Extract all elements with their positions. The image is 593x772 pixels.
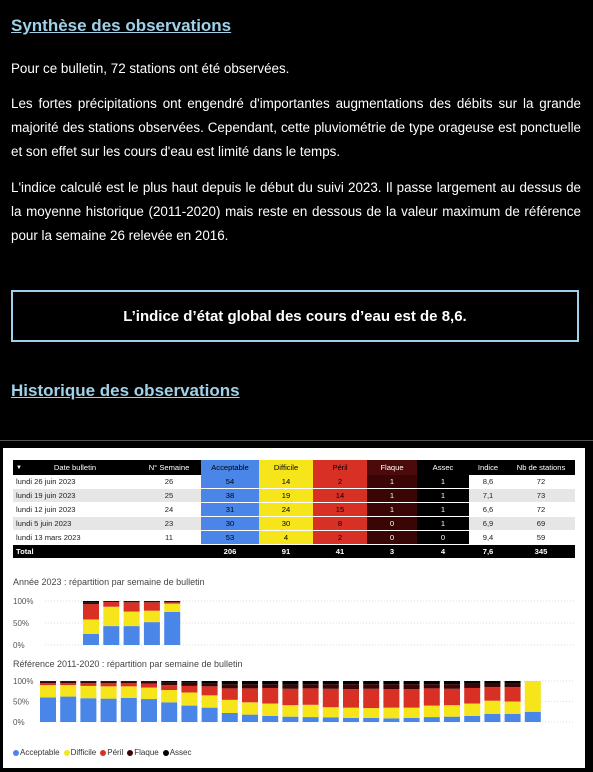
bar-segment-péril[interactable] bbox=[60, 683, 76, 685]
bar-segment-flaque[interactable] bbox=[444, 684, 460, 689]
bar-segment-péril[interactable] bbox=[80, 683, 96, 686]
bar-segment-acceptable[interactable] bbox=[202, 708, 218, 722]
table-cell: 72 bbox=[507, 475, 575, 489]
bar-segment-péril[interactable] bbox=[202, 686, 218, 695]
table-cell: 69 bbox=[507, 517, 575, 531]
bar-segment-péril[interactable] bbox=[181, 686, 197, 693]
table-cell: 0 bbox=[367, 531, 417, 545]
bar-segment-péril[interactable] bbox=[164, 602, 180, 603]
legend-label: Péril bbox=[107, 748, 124, 757]
bar-segment-péril[interactable] bbox=[262, 688, 278, 704]
global-index-callout bbox=[11, 290, 579, 342]
bar-segment-acceptable[interactable] bbox=[262, 716, 278, 722]
table-cell: 1 bbox=[417, 517, 469, 531]
bar-segment-assec[interactable] bbox=[444, 681, 460, 684]
bar-segment-flaque[interactable] bbox=[181, 683, 197, 686]
bar-segment-flaque[interactable] bbox=[323, 684, 339, 689]
bar-segment-assec[interactable] bbox=[60, 681, 76, 682]
bar-segment-flaque[interactable] bbox=[80, 682, 96, 683]
table-cell: 6,9 bbox=[469, 517, 507, 531]
chart-reference-stacked-bars bbox=[3, 672, 585, 742]
bar-segment-péril[interactable] bbox=[141, 683, 157, 687]
bar-segment-acceptable[interactable] bbox=[164, 612, 180, 645]
col-header-week[interactable]: N° Semaine bbox=[137, 460, 201, 475]
table-cell: 30 bbox=[259, 517, 313, 531]
legend-dot-icon bbox=[64, 750, 70, 756]
table-cell: 6,6 bbox=[469, 503, 507, 517]
table-cell: lundi 5 juin 2023 bbox=[13, 517, 137, 531]
table-cell: 0 bbox=[367, 517, 417, 531]
y-tick-label: 0% bbox=[13, 641, 25, 650]
bar-segment-acceptable[interactable] bbox=[505, 714, 521, 722]
bar-segment-flaque[interactable] bbox=[505, 683, 521, 687]
bar-segment-difficile[interactable] bbox=[202, 695, 218, 707]
bar-segment-difficile[interactable] bbox=[505, 702, 521, 714]
table-cell: 19 bbox=[259, 489, 313, 503]
table-cell: 25 bbox=[137, 489, 201, 503]
legend-dot-icon bbox=[127, 750, 133, 756]
table-cell: 26 bbox=[137, 475, 201, 489]
total-cell: 91 bbox=[259, 545, 313, 559]
bar-segment-flaque[interactable] bbox=[363, 684, 379, 689]
table-cell: 2 bbox=[313, 531, 367, 545]
bar-segment-difficile[interactable] bbox=[424, 706, 440, 717]
bar-segment-acceptable[interactable] bbox=[181, 706, 197, 722]
bar-segment-acceptable[interactable] bbox=[464, 716, 480, 722]
table-cell: 8 bbox=[313, 517, 367, 531]
summary-paragraph-1: Pour ce bulletin, 72 stations ont été observées. bbox=[11, 61, 290, 76]
bar-segment-flaque[interactable] bbox=[202, 683, 218, 686]
bar-segment-difficile[interactable] bbox=[121, 686, 137, 697]
table-cell: 73 bbox=[507, 489, 575, 503]
bar-segment-péril[interactable] bbox=[124, 602, 140, 611]
bar-segment-assec[interactable] bbox=[164, 601, 180, 602]
summary-title: Synthèse des observations bbox=[11, 16, 232, 35]
bar-segment-péril[interactable] bbox=[121, 683, 137, 686]
bar-segment-péril[interactable] bbox=[303, 688, 319, 704]
bar-segment-difficile[interactable] bbox=[363, 708, 379, 718]
bar-segment-flaque[interactable] bbox=[222, 684, 238, 688]
bar-segment-assec[interactable] bbox=[363, 681, 379, 684]
table-cell: 9,4 bbox=[469, 531, 507, 545]
bar-segment-assec[interactable] bbox=[181, 681, 197, 683]
bar-segment-assec[interactable] bbox=[80, 681, 96, 682]
bar-segment-assec[interactable] bbox=[161, 681, 177, 683]
y-tick-label: 100% bbox=[13, 597, 34, 606]
table-cell: 1 bbox=[417, 489, 469, 503]
col-header-indice[interactable]: Indice bbox=[469, 460, 507, 475]
bar-segment-assec[interactable] bbox=[242, 681, 258, 684]
col-header-stations[interactable]: Nb de stations bbox=[507, 460, 575, 475]
table-cell: 23 bbox=[137, 517, 201, 531]
bar-segment-acceptable[interactable] bbox=[101, 699, 117, 722]
bar-segment-acceptable[interactable] bbox=[222, 713, 238, 722]
bar-segment-flaque[interactable] bbox=[141, 682, 157, 684]
table-cell: 38 bbox=[201, 489, 259, 503]
bar-segment-flaque[interactable] bbox=[121, 682, 137, 683]
table-cell: 4 bbox=[259, 531, 313, 545]
total-cell: 3 bbox=[367, 545, 417, 559]
bar-segment-difficile[interactable] bbox=[464, 704, 480, 716]
bar-segment-difficile[interactable] bbox=[323, 707, 339, 717]
bar-segment-acceptable[interactable] bbox=[343, 718, 359, 722]
bar-segment-flaque[interactable] bbox=[83, 603, 99, 604]
callout-text: L’indice d’état global des cours d’eau est de 8,6. bbox=[123, 307, 467, 325]
observations-table bbox=[13, 460, 575, 559]
table-header-row bbox=[13, 460, 575, 475]
bar-segment-péril[interactable] bbox=[40, 683, 56, 685]
bar-segment-flaque[interactable] bbox=[303, 684, 319, 688]
chart-legend bbox=[13, 748, 192, 757]
bar-segment-flaque[interactable] bbox=[262, 684, 278, 688]
y-tick-label: 100% bbox=[13, 677, 34, 686]
bar-segment-difficile[interactable] bbox=[343, 708, 359, 718]
legend-label: Difficile bbox=[70, 748, 97, 757]
section-divider bbox=[0, 440, 593, 441]
bar-segment-assec[interactable] bbox=[262, 681, 278, 684]
table-cell: 59 bbox=[507, 531, 575, 545]
bar-segment-péril[interactable] bbox=[383, 689, 399, 707]
table-cell: 14 bbox=[313, 489, 367, 503]
bar-segment-acceptable[interactable] bbox=[484, 714, 500, 722]
bar-segment-acceptable[interactable] bbox=[60, 697, 76, 722]
bar-segment-difficile[interactable] bbox=[83, 619, 99, 634]
bar-segment-assec[interactable] bbox=[323, 681, 339, 684]
bar-segment-péril[interactable] bbox=[424, 688, 440, 705]
bar-segment-acceptable[interactable] bbox=[282, 717, 298, 722]
table-row[interactable] bbox=[13, 489, 575, 503]
bar-segment-acceptable[interactable] bbox=[424, 717, 440, 722]
bar-segment-acceptable[interactable] bbox=[40, 697, 56, 722]
bar-segment-assec[interactable] bbox=[303, 681, 319, 684]
bar-segment-assec[interactable] bbox=[464, 681, 480, 684]
col-header-peril[interactable]: Péril bbox=[313, 460, 367, 475]
bar-segment-flaque[interactable] bbox=[161, 683, 177, 685]
bar-segment-péril[interactable] bbox=[363, 689, 379, 708]
legend-dot-icon bbox=[13, 750, 19, 756]
bar-segment-acceptable[interactable] bbox=[303, 717, 319, 722]
bar-segment-difficile[interactable] bbox=[404, 708, 420, 718]
bar-segment-assec[interactable] bbox=[222, 681, 238, 684]
bar-segment-flaque[interactable] bbox=[343, 684, 359, 689]
table-cell: 15 bbox=[313, 503, 367, 517]
chart-reference-title: Référence 2011-2020 : répartition par semaine de bulletin bbox=[13, 659, 243, 669]
bar-segment-difficile[interactable] bbox=[40, 685, 56, 697]
bar-segment-acceptable[interactable] bbox=[161, 702, 177, 722]
bar-segment-difficile[interactable] bbox=[141, 688, 157, 699]
sort-down-arrow-icon[interactable]: ▼ bbox=[16, 465, 22, 471]
table-cell: 1 bbox=[367, 489, 417, 503]
bar-segment-péril[interactable] bbox=[103, 602, 119, 607]
bar-segment-difficile[interactable] bbox=[101, 686, 117, 698]
col-header-acceptable[interactable]: Acceptable bbox=[201, 460, 259, 475]
table-cell: 14 bbox=[259, 475, 313, 489]
bar-segment-acceptable[interactable] bbox=[404, 718, 420, 722]
y-tick-label: 0% bbox=[13, 718, 25, 727]
table-cell: 24 bbox=[259, 503, 313, 517]
table-cell: 30 bbox=[201, 517, 259, 531]
bar-segment-difficile[interactable] bbox=[303, 705, 319, 717]
bar-segment-assec[interactable] bbox=[101, 681, 117, 682]
chart-2023-title: Année 2023 : répartition par semaine de bulletin bbox=[13, 577, 205, 587]
table-row[interactable] bbox=[13, 517, 575, 531]
bar-segment-acceptable[interactable] bbox=[383, 718, 399, 722]
bar-segment-difficile[interactable] bbox=[242, 702, 258, 714]
y-tick-label: 50% bbox=[13, 619, 30, 628]
bar-segment-assec[interactable] bbox=[141, 681, 157, 682]
bar-segment-difficile[interactable] bbox=[525, 681, 541, 712]
bar-segment-flaque[interactable] bbox=[464, 684, 480, 688]
bar-segment-péril[interactable] bbox=[222, 688, 238, 699]
bar-segment-flaque[interactable] bbox=[101, 682, 117, 683]
bar-segment-assec[interactable] bbox=[144, 601, 160, 602]
bar-segment-difficile[interactable] bbox=[262, 704, 278, 716]
history-title: Historique des observations bbox=[11, 381, 240, 400]
table-cell: 1 bbox=[417, 475, 469, 489]
bar-segment-péril[interactable] bbox=[101, 683, 117, 686]
bar-segment-difficile[interactable] bbox=[164, 604, 180, 612]
bar-segment-péril[interactable] bbox=[505, 687, 521, 701]
bar-segment-acceptable[interactable] bbox=[444, 717, 460, 722]
bar-segment-flaque[interactable] bbox=[282, 685, 298, 689]
col-header-assec[interactable]: Assec bbox=[417, 460, 469, 475]
total-cell bbox=[137, 545, 201, 559]
table-cell: 11 bbox=[137, 531, 201, 545]
table-cell: 1 bbox=[367, 503, 417, 517]
table-cell: 54 bbox=[201, 475, 259, 489]
col-header-flaque[interactable]: Flaque bbox=[367, 460, 417, 475]
bar-segment-flaque[interactable] bbox=[40, 682, 56, 683]
col-header-difficile[interactable]: Difficile bbox=[259, 460, 313, 475]
bar-segment-assec[interactable] bbox=[83, 601, 99, 603]
bar-segment-flaque[interactable] bbox=[242, 684, 258, 688]
bar-segment-difficile[interactable] bbox=[103, 607, 119, 626]
bar-segment-acceptable[interactable] bbox=[242, 715, 258, 722]
bar-segment-difficile[interactable] bbox=[222, 700, 238, 713]
bar-segment-assec[interactable] bbox=[343, 681, 359, 684]
bar-segment-difficile[interactable] bbox=[484, 701, 500, 714]
bar-segment-difficile[interactable] bbox=[80, 686, 96, 698]
bar-segment-péril[interactable] bbox=[464, 688, 480, 704]
table-cell: 24 bbox=[137, 503, 201, 517]
bar-segment-assec[interactable] bbox=[124, 601, 140, 602]
bar-segment-acceptable[interactable] bbox=[144, 622, 160, 645]
total-cell: 41 bbox=[313, 545, 367, 559]
table-row[interactable] bbox=[13, 475, 575, 489]
bar-segment-assec[interactable] bbox=[505, 681, 521, 683]
table-cell: 8,6 bbox=[469, 475, 507, 489]
total-cell: Total bbox=[13, 545, 137, 559]
bar-segment-péril[interactable] bbox=[282, 689, 298, 705]
bar-segment-flaque[interactable] bbox=[383, 684, 399, 689]
legend-label: Flaque bbox=[134, 748, 159, 757]
bar-segment-assec[interactable] bbox=[484, 681, 500, 683]
bar-segment-difficile[interactable] bbox=[444, 705, 460, 716]
table-row[interactable] bbox=[13, 531, 575, 545]
bar-segment-assec[interactable] bbox=[40, 681, 56, 682]
table-row[interactable] bbox=[13, 503, 575, 517]
bar-segment-péril[interactable] bbox=[404, 689, 420, 707]
bar-segment-assec[interactable] bbox=[404, 681, 420, 684]
total-cell: 4 bbox=[417, 545, 469, 559]
summary-paragraph-2: Les fortes précipitations ont engendré d'importantes augmentations des débits sur la grande majorité des stations observées. Cependant, cette pluviométrie de type orageuse est ponctuelle et son effet sur les cours d'eau est limité dans le temps. bbox=[11, 96, 581, 159]
table-cell: 31 bbox=[201, 503, 259, 517]
total-cell: 7,6 bbox=[469, 545, 507, 559]
bar-segment-acceptable[interactable] bbox=[525, 712, 541, 722]
col-header-date[interactable]: ▼ Date bulletin bbox=[13, 460, 137, 475]
observations-report-panel bbox=[3, 448, 585, 768]
bar-segment-acceptable[interactable] bbox=[103, 626, 119, 645]
bar-segment-assec[interactable] bbox=[424, 681, 440, 684]
bar-segment-péril[interactable] bbox=[83, 604, 99, 619]
table-cell: lundi 19 juin 2023 bbox=[13, 489, 137, 503]
bar-segment-péril[interactable] bbox=[144, 602, 160, 610]
bar-segment-flaque[interactable] bbox=[424, 684, 440, 688]
table-cell: 1 bbox=[417, 503, 469, 517]
bar-segment-difficile[interactable] bbox=[161, 690, 177, 702]
bar-segment-assec[interactable] bbox=[103, 601, 119, 602]
bar-segment-difficile[interactable] bbox=[60, 685, 76, 696]
bar-segment-péril[interactable] bbox=[323, 689, 339, 707]
legend-label: Acceptable bbox=[20, 748, 60, 757]
table-cell: 53 bbox=[201, 531, 259, 545]
table-cell: lundi 12 juin 2023 bbox=[13, 503, 137, 517]
legend-item[interactable] bbox=[64, 748, 97, 757]
bar-segment-difficile[interactable] bbox=[282, 705, 298, 716]
bar-segment-assec[interactable] bbox=[282, 681, 298, 685]
table-cell: 1 bbox=[367, 475, 417, 489]
bar-segment-acceptable[interactable] bbox=[363, 718, 379, 722]
table-cell: lundi 26 juin 2023 bbox=[13, 475, 137, 489]
table-cell: lundi 13 mars 2023 bbox=[13, 531, 137, 545]
bar-segment-assec[interactable] bbox=[202, 681, 218, 683]
legend-label: Assec bbox=[169, 748, 192, 757]
bar-segment-assec[interactable] bbox=[121, 681, 137, 682]
table-cell: 2 bbox=[313, 475, 367, 489]
bar-segment-acceptable[interactable] bbox=[323, 717, 339, 722]
bar-segment-flaque[interactable] bbox=[484, 683, 500, 687]
table-cell: 72 bbox=[507, 503, 575, 517]
total-cell: 345 bbox=[507, 545, 575, 559]
bar-segment-flaque[interactable] bbox=[404, 684, 420, 689]
bar-segment-acceptable[interactable] bbox=[141, 699, 157, 722]
table-total-row bbox=[13, 545, 575, 559]
bar-segment-péril[interactable] bbox=[242, 688, 258, 702]
table-cell: 0 bbox=[417, 531, 469, 545]
bar-segment-difficile[interactable] bbox=[383, 708, 399, 719]
summary-paragraph-3: L'indice calculé est le plus haut depuis le début du suivi 2023. Il passe largement au dessus de la moyenne historique (2011-2020) mais reste en dessous de la valeur maximum de référence pour la semaine 26 relevée en 2016. bbox=[11, 180, 581, 243]
legend-item[interactable] bbox=[127, 748, 158, 757]
bar-segment-péril[interactable] bbox=[444, 689, 460, 705]
bar-segment-acceptable[interactable] bbox=[80, 698, 96, 722]
bar-segment-difficile[interactable] bbox=[124, 612, 140, 627]
total-cell: 206 bbox=[201, 545, 259, 559]
legend-item[interactable] bbox=[100, 748, 123, 757]
bar-segment-acceptable[interactable] bbox=[83, 634, 99, 645]
bar-segment-acceptable[interactable] bbox=[121, 698, 137, 722]
y-tick-label: 50% bbox=[13, 697, 30, 707]
legend-item[interactable] bbox=[13, 748, 60, 757]
table-cell: 7,1 bbox=[469, 489, 507, 503]
bar-segment-difficile[interactable] bbox=[181, 692, 197, 705]
bar-segment-assec[interactable] bbox=[383, 681, 399, 684]
bar-segment-péril[interactable] bbox=[343, 689, 359, 707]
bar-segment-acceptable[interactable] bbox=[124, 626, 140, 645]
bar-segment-flaque[interactable] bbox=[60, 682, 76, 683]
bar-segment-difficile[interactable] bbox=[144, 611, 160, 622]
legend-dot-icon bbox=[163, 750, 169, 756]
bar-segment-péril[interactable] bbox=[484, 687, 500, 701]
bar-segment-péril[interactable] bbox=[161, 685, 177, 690]
legend-item[interactable] bbox=[163, 748, 192, 757]
legend-dot-icon bbox=[100, 750, 106, 756]
chart-2023-stacked-bars bbox=[3, 588, 585, 656]
